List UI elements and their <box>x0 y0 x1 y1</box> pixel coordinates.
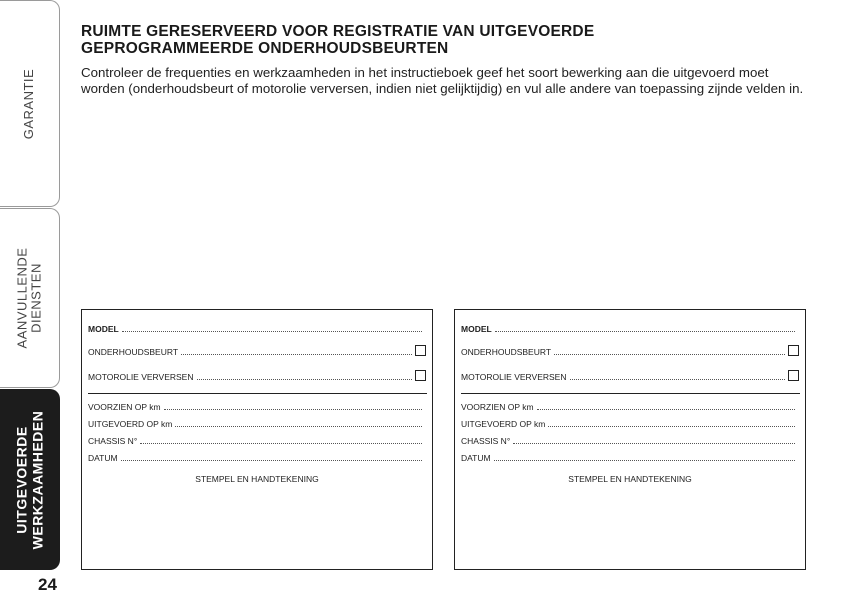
motorolie-checkbox[interactable] <box>415 370 426 381</box>
stamp-signature-label: STEMPEL EN HANDTEKENING <box>195 474 319 484</box>
datum-label: DATUM <box>88 453 118 463</box>
onderhoudsbeurt-checkbox[interactable] <box>788 345 799 356</box>
motorolie-row[interactable] <box>461 368 799 382</box>
model-field <box>495 331 795 332</box>
onderhoudsbeurt-field <box>181 354 412 355</box>
voorzien-label: VOORZIEN OP km <box>461 402 534 412</box>
voorzien-field <box>164 409 422 410</box>
page-number: 24 <box>38 575 57 594</box>
voorzien-label: VOORZIEN OP km <box>88 402 161 412</box>
uitgevoerd-row[interactable] <box>461 415 798 429</box>
side-tab-aanvullende-diensten[interactable] <box>0 208 60 388</box>
onderhoudsbeurt-row[interactable] <box>461 343 799 357</box>
model-row[interactable] <box>461 320 798 334</box>
chassis-label: CHASSIS N° <box>88 436 138 446</box>
maintenance-record-card <box>81 309 433 570</box>
chassis-row[interactable] <box>88 432 425 446</box>
datum-field <box>494 460 795 461</box>
datum-row[interactable] <box>461 449 798 463</box>
uitgevoerd-label: UITGEVOERD OP km <box>461 419 546 429</box>
divider <box>88 393 427 394</box>
chassis-label: CHASSIS N° <box>461 436 511 446</box>
uitgevoerd-label: UITGEVOERD OP km <box>88 419 173 429</box>
uitgevoerd-row[interactable] <box>88 415 425 429</box>
motorolie-label: MOTOROLIE VERVERSEN <box>461 372 567 382</box>
onderhoudsbeurt-label: ONDERHOUDSBEURT <box>88 347 179 357</box>
motorolie-field <box>570 379 786 380</box>
voorzien-field <box>537 409 795 410</box>
model-row[interactable] <box>88 320 425 334</box>
side-tab-label: GARANTIE <box>21 68 37 139</box>
side-tab-uitgevoerde-werkzaamheden[interactable] <box>0 389 60 570</box>
voorzien-row[interactable] <box>461 398 798 412</box>
onderhoudsbeurt-field <box>554 354 785 355</box>
maintenance-record-card <box>454 309 806 570</box>
datum-field <box>121 460 422 461</box>
side-tab-garantie[interactable] <box>0 0 60 207</box>
divider <box>461 393 800 394</box>
datum-row[interactable] <box>88 449 425 463</box>
uitgevoerd-field <box>175 426 422 427</box>
onderhoudsbeurt-label: ONDERHOUDSBEURT <box>461 347 552 357</box>
stamp-signature-label: STEMPEL EN HANDTEKENING <box>568 474 692 484</box>
motorolie-row[interactable] <box>88 368 426 382</box>
side-tab-label: UITGEVOERDE WERKZAAMHEDEN <box>13 410 46 549</box>
chassis-field <box>140 443 422 444</box>
model-field <box>122 331 422 332</box>
side-tab-label: AANVULLENDE DIENSTEN <box>14 247 44 349</box>
datum-label: DATUM <box>461 453 491 463</box>
page-title: RUIMTE GERESERVEERD VOOR REGISTRATIE VAN UITGEVOERDE GEPROGRAMMEERDE ONDERHOUDSBEURTEN <box>81 23 595 57</box>
voorzien-row[interactable] <box>88 398 425 412</box>
uitgevoerd-field <box>548 426 795 427</box>
onderhoudsbeurt-checkbox[interactable] <box>415 345 426 356</box>
chassis-row[interactable] <box>461 432 798 446</box>
motorolie-field <box>197 379 413 380</box>
chassis-field <box>513 443 795 444</box>
motorolie-checkbox[interactable] <box>788 370 799 381</box>
motorolie-label: MOTOROLIE VERVERSEN <box>88 372 194 382</box>
intro-paragraph: Controleer de frequenties en werkzaamheden in het instructieboek geef het soort bewerking aan die uitgevoerd moet worden (onderhoudsbeurt of motorolie verversen, indien niet gelijktijdig) en vul alle andere van toepassing zijnde velden in. <box>81 65 804 96</box>
onderhoudsbeurt-row[interactable] <box>88 343 426 357</box>
model-label: MODEL <box>88 324 119 334</box>
model-label: MODEL <box>461 324 492 334</box>
